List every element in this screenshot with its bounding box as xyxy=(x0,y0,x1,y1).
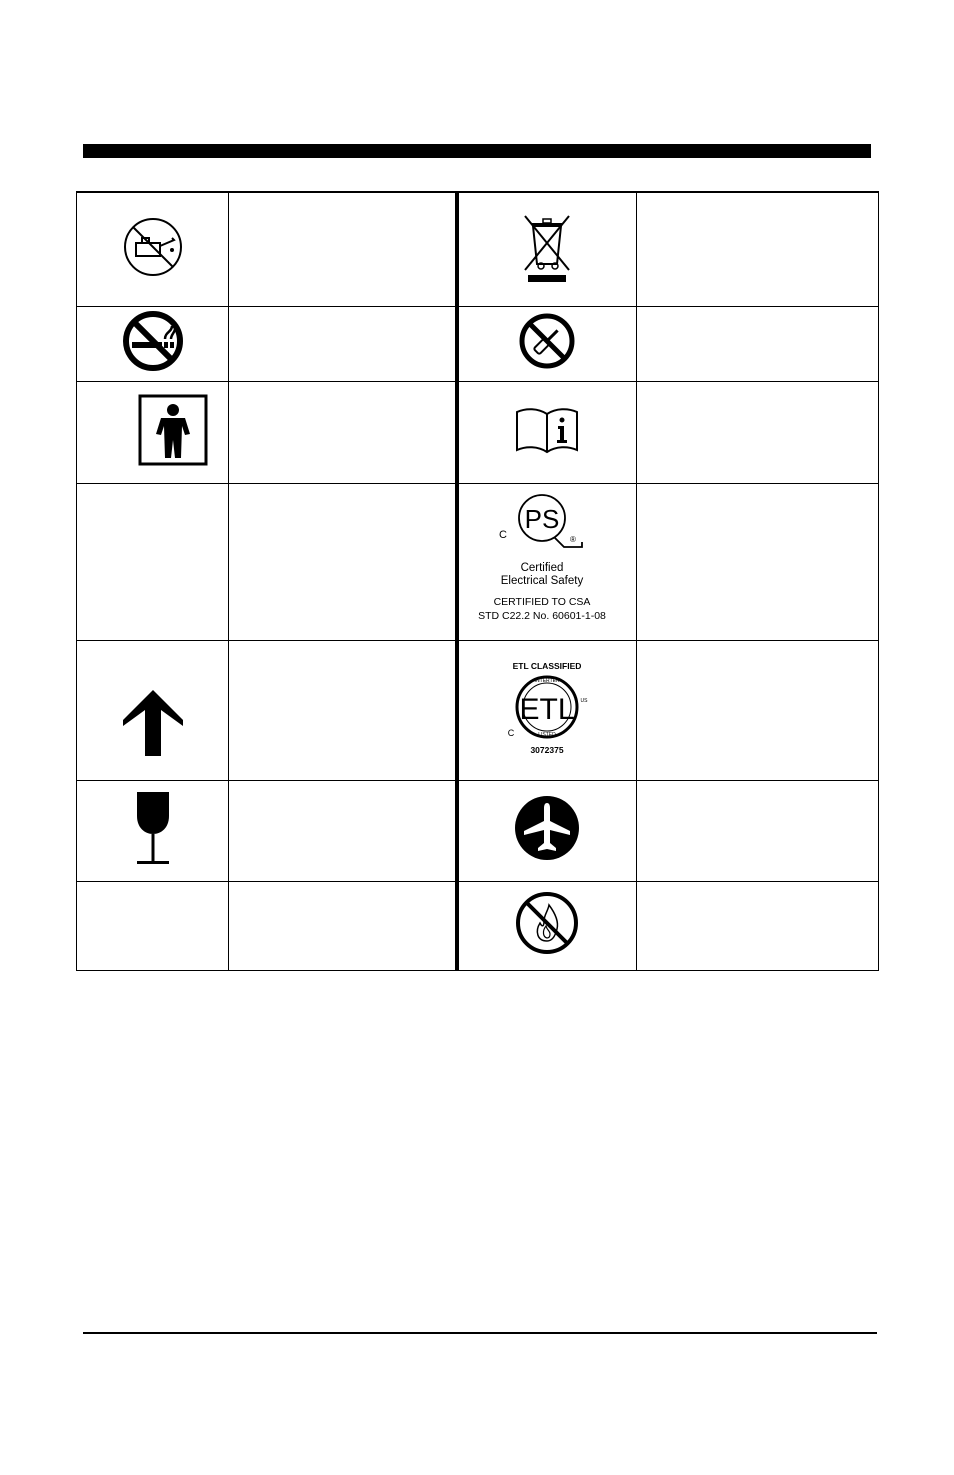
csa-certified-to-text: CERTIFIED TO CSA xyxy=(493,596,591,608)
type-bf-applied-part-icon xyxy=(138,394,208,466)
description-cell xyxy=(637,640,879,780)
etl-classified-text: ETL CLASSIFIED xyxy=(512,660,582,671)
etl-intertek-text: INTERTEK xyxy=(534,677,560,684)
symbol-cell xyxy=(457,306,637,381)
no-tools-icon xyxy=(518,312,576,370)
symbol-cell xyxy=(77,192,229,306)
table-row xyxy=(77,881,879,970)
weee-crossed-bin-icon xyxy=(521,212,573,282)
symbol-cell xyxy=(77,881,229,970)
description-cell xyxy=(637,381,879,483)
table-row xyxy=(77,381,879,483)
csa-certification-mark xyxy=(472,492,622,626)
symbol-cell xyxy=(457,881,637,970)
description-cell xyxy=(637,881,879,970)
description-cell xyxy=(229,640,457,780)
table-row xyxy=(77,780,879,881)
description-cell xyxy=(637,192,879,306)
no-smoking-icon xyxy=(122,310,184,372)
etl-letters: ETL xyxy=(519,692,575,726)
description-cell xyxy=(229,780,457,881)
description-cell xyxy=(637,483,879,640)
consult-manual-icon xyxy=(514,406,580,454)
description-cell xyxy=(229,881,457,970)
csa-certified-text: Certified xyxy=(520,562,564,574)
fragile-glass-icon xyxy=(133,790,173,866)
description-cell xyxy=(229,483,457,640)
etl-number-text: 3072375 xyxy=(530,744,564,755)
table-row xyxy=(77,192,879,306)
no-open-flame-icon xyxy=(515,891,579,955)
table-row xyxy=(77,640,879,780)
header-rule xyxy=(83,144,871,158)
description-cell xyxy=(637,306,879,381)
symbol-cell xyxy=(77,780,229,881)
symbol-cell xyxy=(77,381,229,483)
symbol-cell xyxy=(457,381,637,483)
description-cell xyxy=(229,381,457,483)
symbol-cell xyxy=(457,192,637,306)
csa-c-mark: C xyxy=(499,529,508,541)
csa-ps-text: PS xyxy=(524,504,560,534)
footer-rule xyxy=(83,1332,877,1334)
csa-electrical-safety-text: Electrical Safety xyxy=(501,575,584,587)
symbol-cell xyxy=(77,640,229,780)
symbol-cell xyxy=(457,483,637,640)
this-side-up-arrow-icon xyxy=(123,690,183,756)
etl-c-mark: C xyxy=(508,727,515,738)
etl-us-mark: US xyxy=(580,697,588,704)
description-cell xyxy=(229,192,457,306)
symbol-cell xyxy=(77,483,229,640)
csa-standard-text: STD C22.2 No. 60601-1-08 xyxy=(478,610,607,622)
no-oil-icon xyxy=(122,216,184,278)
table-row xyxy=(77,483,879,640)
airplane-mode-icon xyxy=(514,795,580,861)
symbol-cell xyxy=(77,306,229,381)
symbol-cell xyxy=(457,780,637,881)
symbols-table xyxy=(76,191,879,971)
symbol-cell xyxy=(457,640,637,780)
etl-listed-text: LISTED xyxy=(538,731,557,738)
description-cell xyxy=(637,780,879,881)
csa-registered-mark: ® xyxy=(570,535,577,544)
description-cell xyxy=(229,306,457,381)
etl-classified-mark xyxy=(497,658,597,758)
table-row xyxy=(77,306,879,381)
